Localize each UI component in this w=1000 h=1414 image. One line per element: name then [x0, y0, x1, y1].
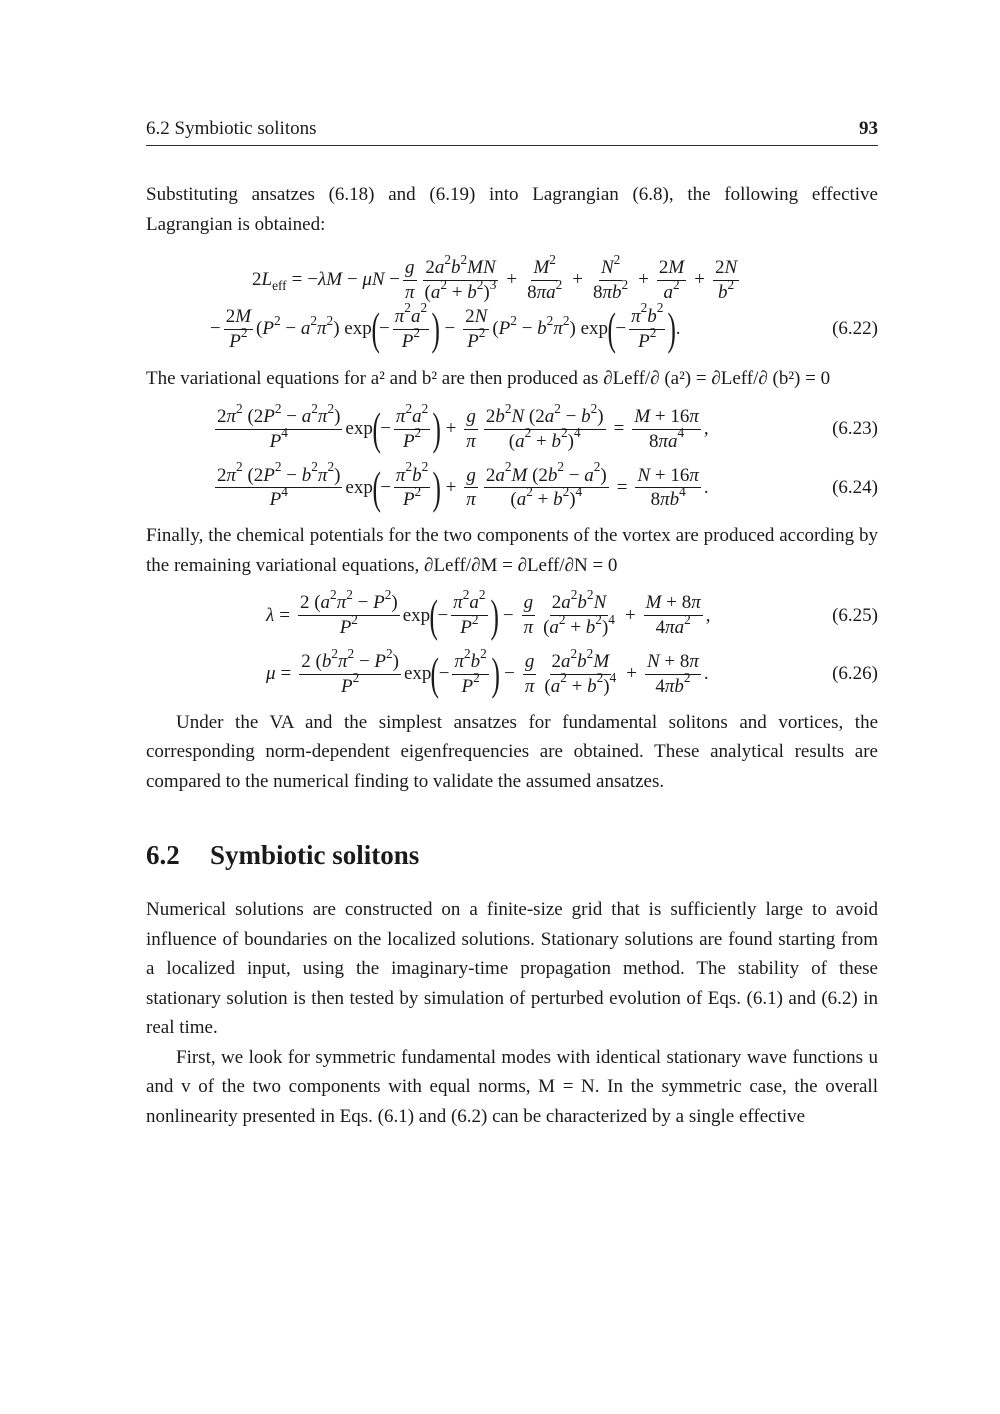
paragraph-under-va: Under the VA and the simplest ansatzes for fundamental solitons and vortices, the corresponding norm-dependent eigenfrequencies are obtained. These analytical results are compared to the numerical finding to validate the assumed ansatzes.: [146, 711, 878, 792]
equation-number: (6.26): [832, 663, 878, 685]
equation-number: (6.22): [832, 318, 878, 340]
equation-6-26: μ = $\frac{2 (b^2\pi^2 - P^2)}{P^2}$ exp ( − $\frac{\pi^2b^2}{P^2}$ ) − $\frac{g}{\pi}$ $\frac{2a^2b^2M}{(a^2 + b^2)^4}$ + $\frac{N + 8\pi}{4\pi b^2}$ . (6.26): [266, 645, 878, 700]
equation-6-25: λ = $\frac{2 (a^2\pi^2 - P^2)}{P^2}$ exp ( − $\frac{\pi^2a^2}{P^2}$ ) − $\frac{g}{\pi}$ $\frac{2a^2b^2N}{(a^2 + b^2)^4}$ + $\frac{M + 8\pi}{4\pi a^2}$ , (6.25): [266, 586, 878, 641]
section-title: Symbiotic solitons: [210, 840, 420, 871]
paragraph-variational: The variational equations for a² and b² are then produced as ∂Leff/∂ (a²) = ∂Leff/∂ (b²) = 0: [146, 368, 831, 390]
running-header: [146, 118, 878, 146]
equation-6-23: $\frac{2\pi^2 (2P^2 - a^2\pi^2)}{P^4}$ exp ( − $\frac{\pi^2a^2}{P^2}$ ) + $\frac{g}{\pi}$ $\frac{2b^2N (2a^2 - b^2)}{(a^2 + b^2)^4}$ = $\frac{M + 16\pi}{8\pi a^4}$ , (6.23): [217, 400, 878, 455]
section-number: 6.2: [146, 840, 180, 871]
section-heading: [146, 840, 878, 871]
equation-6-24: $\frac{2\pi^2 (2P^2 - b^2\pi^2)}{P^4}$ exp ( − $\frac{\pi^2b^2}{P^2}$ ) + $\frac{g}{\pi}$ $\frac{2a^2M (2b^2 - a^2)}{(a^2 + b^2)^4}$ = $\frac{N + 16\pi}{8\pi b^4}$ . (6.24): [217, 459, 878, 513]
page: [146, 118, 878, 1131]
paragraph-numerical-solutions: Numerical solutions are constructed on a finite-size grid that is sufficiently large to avoid influence of boundaries on the localized solutions. Stationary solutions are found starting from a localized input, using the imaginary-time propagation method. The stability of these stationary solution is then tested by simulation of perturbed evolution of Eqs. (6.1) and (6.2) in real time.: [146, 899, 878, 1039]
equation-6-22-line2: − $\frac{2M}{P^2}$ $(P^2 - a^2\pi^2)$ exp ( − $\frac{\pi^2a^2}{P^2}$ ) − $\frac{2N}{P^2}$ $(P^2 - b^2\pi^2)$ exp ( − $\frac{\pi^2b^2}{P^2}$ ) . (6.22): [210, 300, 878, 355]
paragraph-substituting: Substituting ansatzes (6.18) and (6.19) into Lagrangian (6.8), the following effective Lagrangian is obtained:: [146, 184, 878, 235]
paragraph-chemical-potentials: Finally, the chemical potentials for the two components of the vortex are produced according by the remaining variational equations, ∂Leff/∂M = ∂Leff/∂N = 0: [146, 525, 878, 576]
page-number: 93: [859, 118, 878, 139]
equation-number: (6.24): [832, 476, 878, 498]
equation-number: (6.23): [832, 418, 878, 440]
equation-number: (6.25): [832, 604, 878, 626]
header-section-title: 6.2 Symbiotic solitons: [146, 118, 317, 139]
paragraph-symmetric-modes: First, we look for symmetric fundamental modes with identical stationary wave functions u and v of the two components with equal norms, M = N. In the symmetric case, the overall nonlinearity presented in Eqs. (6.1) and (6.2) can be characterized by a single effective: [146, 1046, 878, 1127]
equation-6-22-line1: $2L_{eff}$ = −λM − μN − $\frac{g}{\pi}$ $\frac{2a^2b^2MN}{(a^2 + b^2)^3}$ + $\frac{M^2}{8\pi a^2}$ + $\frac{N^2}{8\pi b^2}$ + $\frac{2M}{a^2}$ + $\frac{2N}{b^2}$: [252, 251, 738, 303]
